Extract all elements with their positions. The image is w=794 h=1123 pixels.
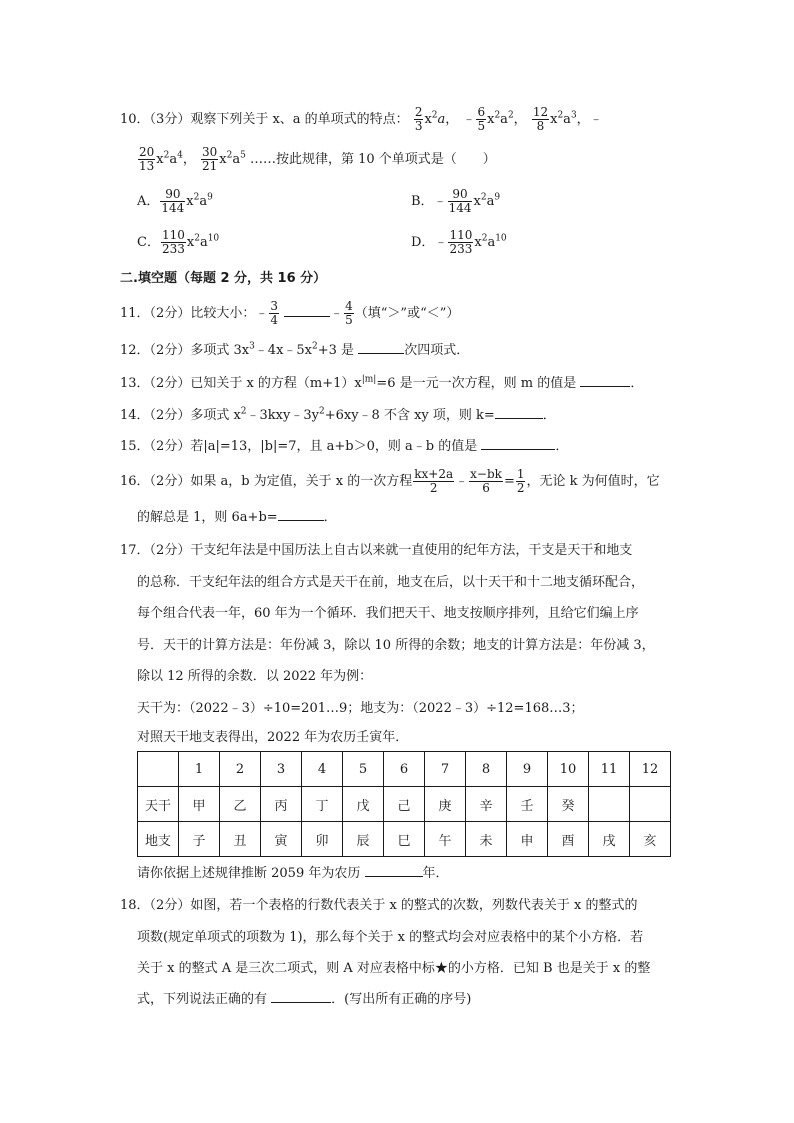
q14-answer-blank[interactable] xyxy=(495,406,543,419)
q10-term-5: $\frac{30}{21}$ $x^2a^5$ xyxy=(202,145,246,173)
q18-line-2: 项数(规定单项式的项数为 1)，那么每个关于 x 的整式均会对应表格中的某个小方格．若 xyxy=(137,930,644,945)
q10-prefix: 10．（3分）观察下列关于 x、a 的单项式的特点： xyxy=(120,112,409,127)
q10-term-1: $\frac{2}{3}$ $x^2a$， xyxy=(414,105,463,133)
q17-line-3: 每个组合代表一年，60 年为一个循环．我们把天干、地支按顺序排列，且给它们编上序 xyxy=(137,606,639,621)
section-title: 二.填空题（每题 2 分，共 16 分） xyxy=(120,271,327,286)
q10-option-b[interactable]: B．﹣ $\frac{90}{144}$ $x^2a^9$ xyxy=(411,187,501,215)
table-row-tiangan: 天干 甲 乙 丙 丁 戊 己 庚 辛 壬 癸 xyxy=(138,787,671,822)
q17-line-6: 天干为：（2022﹣3）÷10=201…9；地支为：（2022﹣3）÷12=168…3； xyxy=(137,701,584,716)
q15: 15．（2分）若|a|=13，|b|=7，且 a+b＞0，则 a﹣b 的值是 ． xyxy=(120,439,569,454)
q12: 12．（2分）多项式 $3x^3﹣4x﹣5x^2+3$ 是 次四项式． xyxy=(120,341,470,358)
q10-option-a[interactable]: A． $\frac{90}{144}$ $x^2a^9$ xyxy=(137,187,213,215)
q13-answer-blank[interactable] xyxy=(580,374,630,387)
q17-line-7: 对照天干地支表得出，2022 年为农历壬寅年． xyxy=(137,730,409,745)
q11: 11．（2分）比较大小：﹣ $\frac{3}{4}$ ﹣ $\frac{4}{5}$ （填“＞”或“＜”） xyxy=(120,299,460,327)
q18-line-4: 式，下列说法正确的有 ．(写出所有正确的序号) xyxy=(137,992,472,1007)
q13: 13．（2分）已知关于 x 的方程$(m+1)x^{|m|}=6$ 是一元一次方程，则 m 的值是 ． xyxy=(120,374,644,391)
q17-line-2: 的总称．干支纪年法的组合方式是天干在前，地支在后，以十天干和十二地支循环配合， xyxy=(137,575,645,590)
q16-answer-blank[interactable] xyxy=(278,508,324,521)
ganzhi-table xyxy=(137,751,671,857)
q10-term-4: $\frac{20}{13}$ $x^2a^4$， xyxy=(139,145,200,173)
q16-line2: 的解总是 1，则 6a+b= ． xyxy=(137,510,337,525)
q10-option-c[interactable]: C． $\frac{110}{233}$ $x^2a^{10}$ xyxy=(137,228,220,256)
q17-line-4: 号．天干的计算方法是：年份减 3，除以 10 所得的余数；地支的计算方法是：年份减 3， xyxy=(137,638,655,653)
q18-answer-blank[interactable] xyxy=(271,990,331,1003)
q10-term-2: ﹣ $\frac{6}{5}$ $x^2a^2$， xyxy=(462,105,531,133)
q11-answer-blank[interactable] xyxy=(284,304,330,317)
q17-line-5: 除以 12 所得的余数．以 2022 年为例： xyxy=(137,669,373,684)
q10-term-3: $\frac{12}{8}$ $x^2a^3$，﹣ xyxy=(532,105,603,133)
q10-option-d[interactable]: D．﹣ $\frac{110}{233}$ $x^2a^{10}$ xyxy=(411,228,507,256)
q10-line1 xyxy=(120,106,603,133)
table-row-dizhi: 地支 子 丑 寅 卯 辰 巳 午 未 申 酉 戌 亥 xyxy=(138,822,671,857)
q15-answer-blank[interactable] xyxy=(481,437,555,450)
q14: 14．（2分）多项式 $x^2﹣3kxy﹣3y^2+6xy﹣8$ 不含 xy 项，则 k= ． xyxy=(120,406,556,423)
q18-line-3: 关于 x 的整式 A 是三次二项式，则 A 对应表格中标★的小方格．已知 B 也是关于 x 的整 xyxy=(137,961,651,976)
q17-answer-blank[interactable] xyxy=(365,864,423,877)
q17-ask: 请你依据上述规律推断 2059 年为农历 年． xyxy=(137,866,449,881)
q12-answer-blank[interactable] xyxy=(358,341,404,354)
q10-line2 xyxy=(137,146,496,173)
q16-line1: 16．（2分）如果 a，b 为定值，关于 x 的一次方程 $\frac{kx+2a}{2}$ ﹣ $\frac{x-bk}{6}$ = $\frac{1}{2}$ ，无论 k 为何值时，它 xyxy=(120,467,660,495)
q18-line-1: 18．（2分）如图，若一个表格的行数代表关于 x 的整式的次数，列数代表关于 x 的整式的 xyxy=(120,898,638,913)
table-header-row: 1 2 3 4 5 6 7 8 9 10 11 12 xyxy=(138,752,671,787)
q10-suffix: ……按此规律，第 10 个单项式是（ ） xyxy=(250,152,496,167)
q17-line-1: 17．（2分）干支纪年法是中国历法上自古以来就一直使用的纪年方法，干支是天干和地支 xyxy=(120,543,633,558)
